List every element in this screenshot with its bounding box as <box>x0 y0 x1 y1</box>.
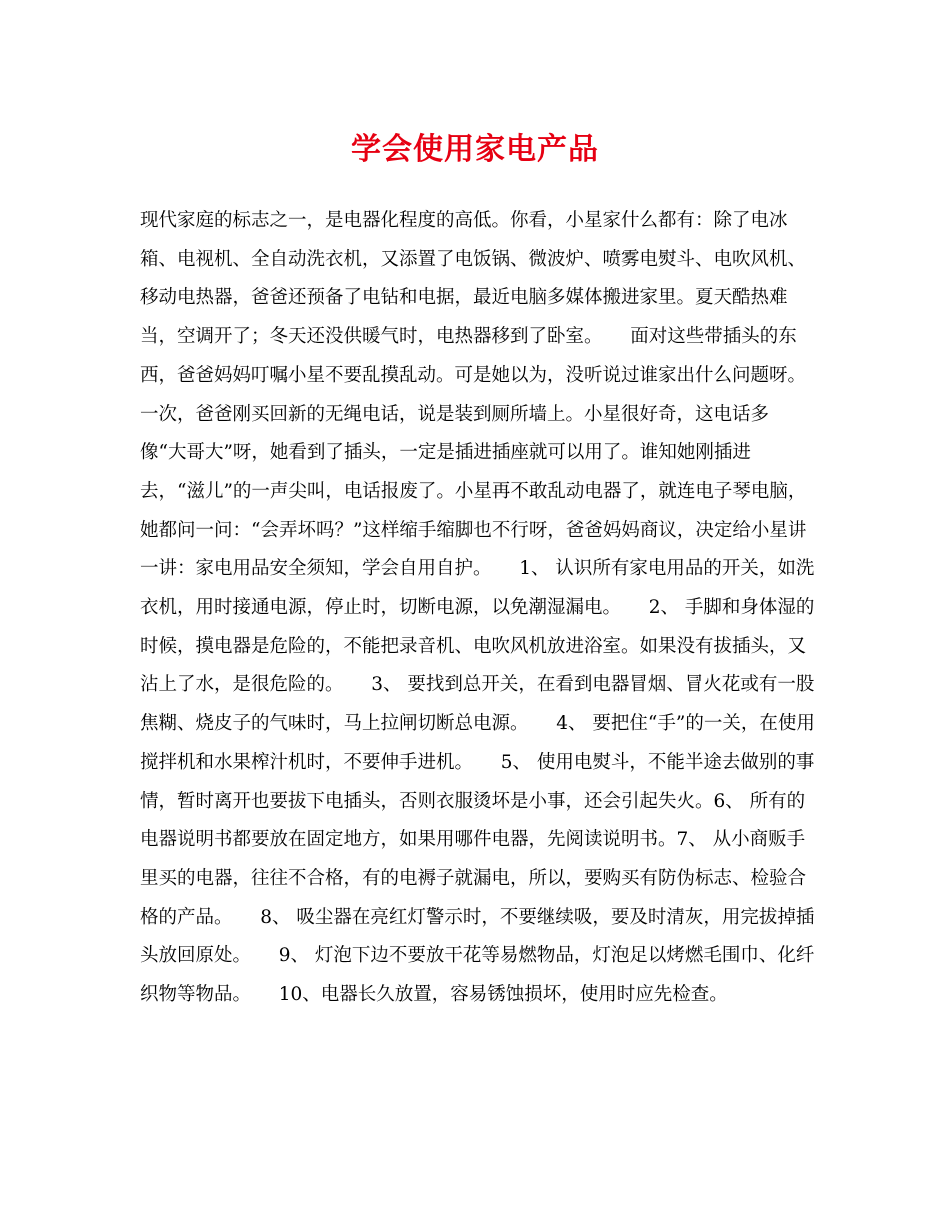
document-title: 学会使用家电产品 <box>351 132 599 167</box>
document-body: 现代家庭的标志之一，是电器化程度的高低。你看，小星家什么都有：除了电冰箱、电视机、全自动洗衣机，又添置了电饭锅、微波炉、喷雾电熨斗、电吹风机、移动电热器，爸爸还预备了电钻和电据，最近电脑多媒体搬进家里。夏天酷热难当，空调开了；冬天还没供暖气时，电热器移到了卧室。 面对这些带插头的东西，爸爸妈妈叮嘱小星不要乱摸乱动。可是她以为，没听说过谁家出什么问题呀。一次，爸爸刚买回新的无绳电话，说是装到厕所墙上。小星很好奇，这电话多像“大哥大”呀，她看到了插头，一定是插进插座就可以用了。谁知她刚插进去，“滋儿”的一声尖叫，电话报废了。小星再不敢乱动电器了，就连电子琴电脑，她都问一问：“会弄坏吗？”这样缩手缩脚也不行呀，爸爸妈妈商议，决定给小星讲一讲：家电用品安全须知，学会自用自护。 1、 认识所有家电用品的开关，如洗衣机，用时接通电源，停止时，切断电源，以免潮湿漏电。 2、 手脚和身体湿的时候，摸电器是危险的，不能把录音机、电吹风机放进浴室。如果没有拔插头，又沾上了水，是很危险的。 3、 要找到总开关，在看到电器冒烟、冒火花或有一股焦糊、烧皮子的气味时，马上拉闸切断总电源。 4、 要把住“手”的一关，在使用搅拌机和水果榨汁机时，不要伸手进机。 5、 使用电熨斗，不能半途去做别的事情，暂时离开也要拔下电插头，否则衣服烫坏是小事，还会引起失火。6、 所有的电器说明书都要放在固定地方，如果用哪件电器，先阅读说明书。7、 从小商贩手里买的电器，往往不合格，有的电褥子就漏电，所以，要购买有防伪标志、检验合格的产品。 8、 吸尘器在亮红灯警示时，不要继续吸，要及时清灰，用完拔掉插头放回原处。 9、 灯泡下边不要放干花等易燃物品，灯泡足以烤燃毛围巾、化纤织物等物品。 10、电器长久放置，容易锈蚀损坏，使用时应先检查。 <box>140 210 815 1006</box>
